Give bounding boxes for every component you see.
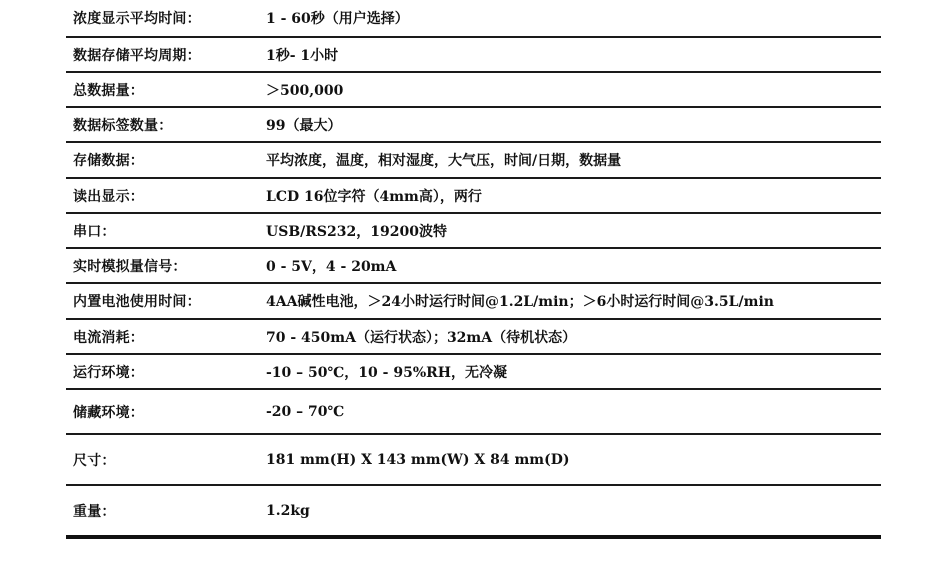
spec-label: 内置电池使用时间： bbox=[73, 294, 201, 310]
spec-value: LCD 16位字符（4mm高），两行 bbox=[266, 188, 482, 205]
spec-value: 70 - 450mA（运行状态）；32mA（待机状态） bbox=[266, 329, 577, 346]
spec-value: 99（最大） bbox=[266, 117, 342, 134]
spec-value: -10 – 50℃，10 - 95%RH，无冷凝 bbox=[266, 364, 507, 381]
spec-row-storage-env bbox=[66, 390, 881, 435]
spec-row-total-data bbox=[66, 73, 881, 108]
spec-row-analog-signal bbox=[66, 249, 881, 284]
spec-table bbox=[66, 0, 881, 539]
spec-row-operating-env bbox=[66, 355, 881, 390]
spec-row-serial-port bbox=[66, 214, 881, 249]
spec-row-storage-period bbox=[66, 38, 881, 73]
spec-value: 1 - 60秒（用户选择） bbox=[266, 11, 409, 27]
spec-value: 1.2kg bbox=[266, 502, 310, 519]
spec-row-readout bbox=[66, 179, 881, 214]
spec-label: 存储数据： bbox=[73, 153, 144, 169]
spec-row-display-averaging bbox=[66, 0, 881, 38]
spec-label: 实时模拟量信号： bbox=[73, 258, 187, 275]
spec-label: 尺寸： bbox=[73, 452, 116, 469]
spec-value: 0 - 5V，4 - 20mA bbox=[266, 258, 397, 275]
spec-label: 运行环境： bbox=[73, 364, 144, 381]
spec-value: 4AA碱性电池，＞24小时运行时间@1.2L/min；＞6小时运行时间@3.5L/min bbox=[266, 294, 774, 310]
spec-value: 平均浓度，温度，相对湿度，大气压，时间/日期，数据量 bbox=[266, 153, 622, 169]
spec-row-current-draw bbox=[66, 320, 881, 355]
spec-row-battery-life bbox=[66, 284, 881, 320]
spec-row-dimensions bbox=[66, 435, 881, 486]
spec-row-stored-data bbox=[66, 143, 881, 179]
spec-row-weight bbox=[66, 486, 881, 539]
spec-value: 1秒- 1小时 bbox=[266, 47, 339, 64]
spec-value: USB/RS232，19200波特 bbox=[266, 223, 447, 240]
spec-value: ＞500,000 bbox=[266, 82, 344, 99]
spec-row-data-tags bbox=[66, 108, 881, 143]
spec-label: 储藏环境： bbox=[73, 404, 144, 421]
spec-value: -20 – 70℃ bbox=[266, 403, 345, 420]
spec-label: 数据存储平均周期： bbox=[73, 47, 201, 64]
spec-label: 总数据量： bbox=[73, 82, 144, 99]
spec-value: 181 mm(H) X 143 mm(W) X 84 mm(D) bbox=[266, 451, 570, 468]
spec-label: 读出显示： bbox=[73, 188, 144, 205]
spec-label: 数据标签数量： bbox=[73, 117, 173, 134]
spec-label: 串口： bbox=[73, 223, 116, 240]
spec-label: 浓度显示平均时间： bbox=[73, 11, 201, 27]
spec-label: 重量： bbox=[73, 503, 116, 520]
spec-label: 电流消耗： bbox=[73, 329, 144, 346]
